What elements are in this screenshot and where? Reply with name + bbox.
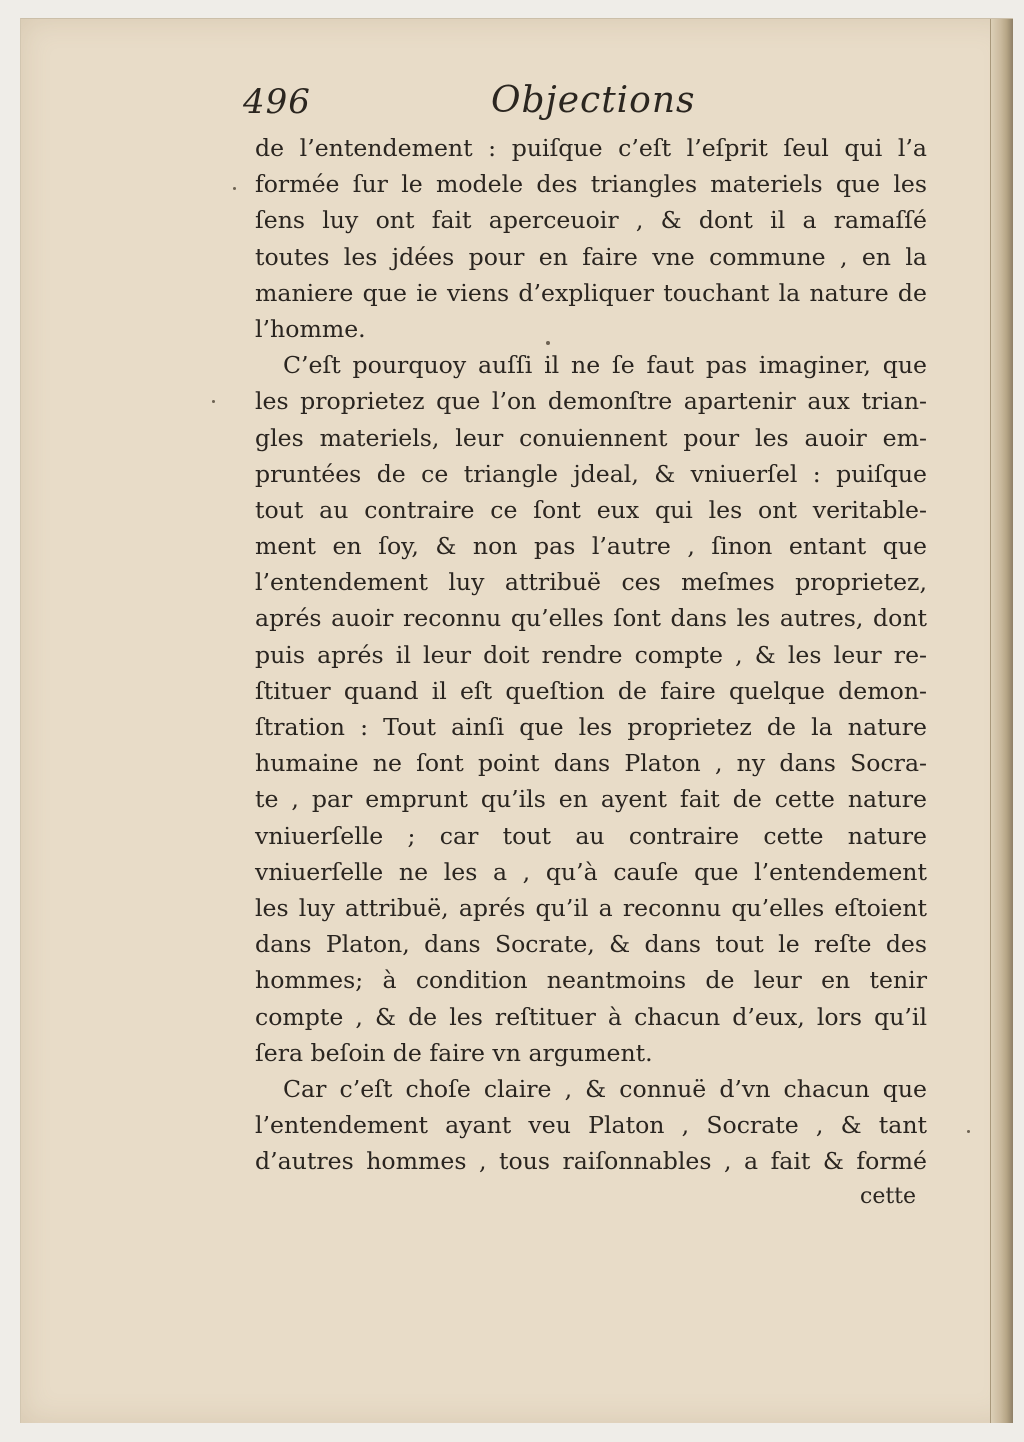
text-line: tout au contraire ce ſont eux qui les ont veritable-: [255, 495, 927, 524]
text-line: ſens luy ont fait aperceuoir , & dont il a ramaſſé: [255, 206, 927, 235]
paper-speck: [546, 341, 550, 345]
text-line: hommes; à condition neantmoins de leur en tenir: [255, 966, 927, 995]
text-line: ment en ſoy, & non pas l’autre , ſinon entant que: [255, 532, 927, 561]
text-line: dans Platon, dans Socrate, & dans tout le reſte des: [255, 930, 927, 959]
text-line: C’eſt pourquoy auſſi il ne ſe faut pas imaginer, que: [283, 351, 927, 380]
text-line: l’homme.: [255, 314, 366, 343]
text-line: l’entendement ayant veu Platon , Socrate , & tant: [255, 1111, 927, 1140]
page-number: 496: [243, 82, 311, 122]
text-line: toutes les jdées pour en faire vne commune , en la: [255, 242, 927, 271]
paper-speck: [212, 400, 215, 403]
catchword: cette: [860, 1184, 917, 1209]
text-line: d’autres hommes , tous raiſonnables , a fait & formé: [255, 1147, 927, 1176]
text-line: ſera beſoin de faire vn argument.: [255, 1038, 653, 1067]
page-fore-edge: [991, 19, 1013, 1423]
text-line: vniuerſelle ; car tout au contraire cette nature: [255, 821, 927, 850]
text-line: compte , & de les reſtituer à chacun d’eux, lors qu’il: [255, 1002, 927, 1031]
text-line: te , par emprunt qu’ils en ayent fait de cette nature: [255, 785, 927, 814]
running-head: [243, 76, 933, 136]
text-line: puis aprés il leur doit rendre compte , & les leur re-: [255, 640, 927, 669]
running-title: Objections: [491, 80, 696, 121]
text-line: de l’entendement : puiſque c’eſt l’eſprit ſeul qui l’a: [255, 134, 927, 162]
text-line: les proprietez que l’on demonſtre apartenir aux trian-: [255, 387, 927, 416]
paper-speck: [967, 1130, 970, 1133]
text-line: l’entendement luy attribuë ces meſmes proprietez,: [255, 568, 927, 597]
body-text: [255, 130, 927, 1179]
text-line: ſtration : Tout ainſi que les proprietez de la nature: [255, 713, 927, 741]
text-line: humaine ne ſont point dans Platon , ny dans Socra-: [255, 749, 927, 778]
text-line: pruntées de ce triangle jdeal, & vniuerſel : puiſque: [255, 459, 927, 488]
text-line: Car c’eſt choſe claire , & connuë d’vn chacun que: [283, 1074, 927, 1103]
text-line: ſtituer quand il eſt queſtion de faire quelque demon-: [255, 676, 927, 705]
text-line: vniuerſelle ne les a , qu’à cauſe que l’entendement: [255, 857, 927, 886]
text-line: les luy attribuë, aprés qu’il a reconnu qu’elles eſtoient: [255, 893, 927, 922]
text-line: gles materiels, leur conuiennent pour les auoir em-: [255, 423, 927, 452]
text-line: aprés auoir reconnu qu’elles ſont dans les autres, dont: [255, 604, 927, 633]
text-line: formée ſur le modele des triangles materiels que les: [255, 170, 927, 199]
text-line: maniere que ie viens d’expliquer touchant la nature de: [255, 278, 927, 307]
paper-speck: [233, 187, 236, 190]
